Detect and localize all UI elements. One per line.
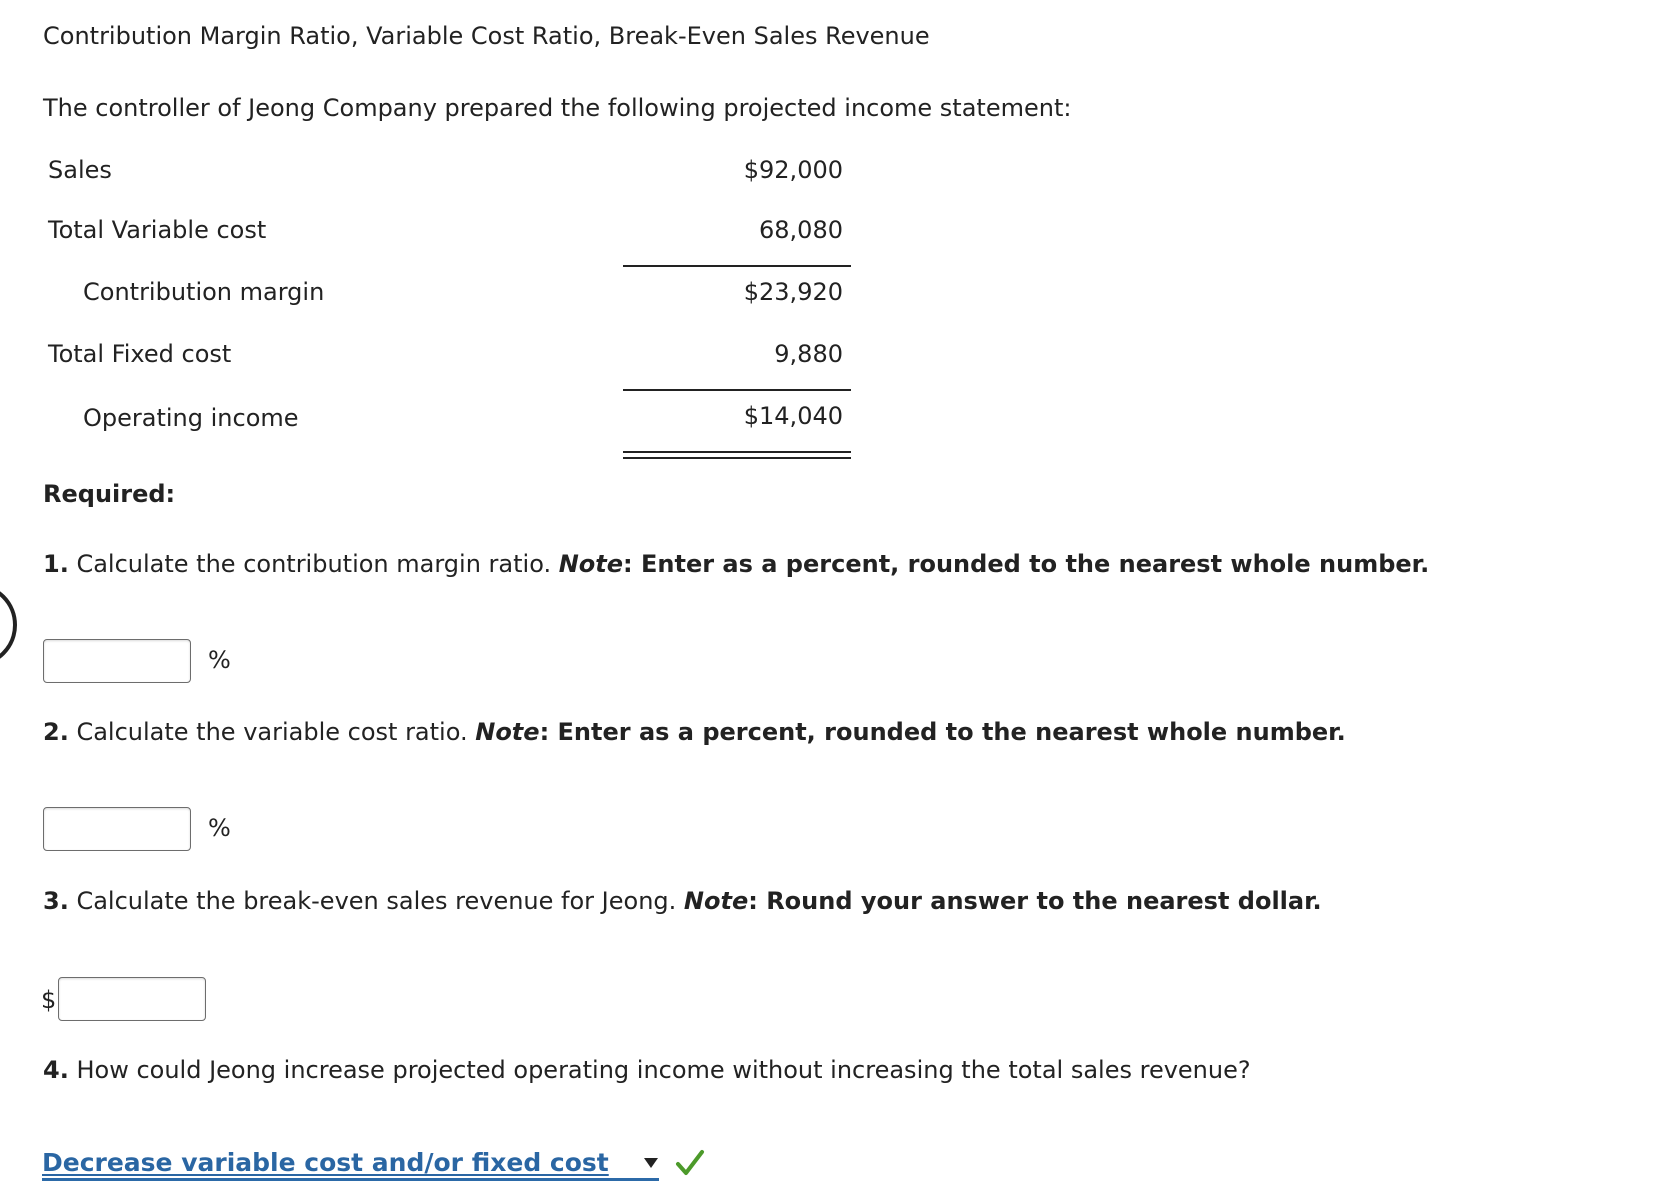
dollar-unit: $ bbox=[41, 986, 57, 1014]
note-word: Note bbox=[558, 550, 624, 578]
statement-value-variable-cost: 68,080 bbox=[759, 216, 843, 244]
statement-label-contribution-margin: Contribution margin bbox=[83, 278, 325, 306]
question-4 bbox=[43, 1056, 1251, 1084]
statement-label-sales: Sales bbox=[48, 156, 112, 184]
statement-label-operating-income: Operating income bbox=[83, 404, 299, 432]
percent-unit: % bbox=[208, 646, 231, 674]
question-text: How could Jeong increase projected operating income without increasing the total sales revenue? bbox=[68, 1056, 1251, 1084]
question-number: 1. bbox=[43, 550, 69, 578]
intro-text: The controller of Jeong Company prepared the following projected income statement: bbox=[43, 94, 1072, 122]
cm-ratio-input[interactable] bbox=[43, 639, 191, 683]
page-title: Contribution Margin Ratio, Variable Cost Ratio, Break-Even Sales Revenue bbox=[43, 22, 930, 50]
question-number: 4. bbox=[43, 1056, 69, 1084]
statement-double-rule bbox=[623, 451, 851, 459]
statement-rule bbox=[623, 265, 851, 267]
question-number: 2. bbox=[43, 718, 69, 746]
note-word: Note bbox=[475, 718, 540, 746]
question-number: 3. bbox=[43, 887, 69, 915]
note-word: Note bbox=[683, 887, 749, 915]
percent-unit: % bbox=[208, 814, 231, 842]
question-2 bbox=[43, 718, 1346, 746]
note-text: : Enter as a percent, rounded to the nearest whole number. bbox=[539, 718, 1346, 746]
required-heading: Required: bbox=[43, 480, 176, 508]
break-even-input[interactable] bbox=[58, 977, 206, 1021]
statement-value-operating-income: $14,040 bbox=[743, 402, 843, 430]
question-text: Calculate the variable cost ratio. bbox=[68, 718, 476, 746]
note-text: : Enter as a percent, rounded to the nearest whole number. bbox=[623, 550, 1430, 578]
circle-marker-icon bbox=[0, 580, 20, 670]
statement-label-variable-cost: Total Variable cost bbox=[48, 216, 267, 244]
question-1 bbox=[43, 550, 1429, 578]
dropdown-selected-value: Decrease variable cost and/or fixed cost bbox=[42, 1148, 609, 1177]
statement-value-sales: $92,000 bbox=[743, 156, 843, 184]
chevron-down-icon bbox=[643, 1157, 659, 1169]
answer-4-dropdown[interactable] bbox=[42, 1148, 659, 1181]
question-text: Calculate the contribution margin ratio. bbox=[68, 550, 559, 578]
note-text: : Round your answer to the nearest dollar. bbox=[748, 887, 1322, 915]
statement-value-fixed-cost: 9,880 bbox=[774, 340, 843, 368]
statement-label-fixed-cost: Total Fixed cost bbox=[48, 340, 232, 368]
vc-ratio-input[interactable] bbox=[43, 807, 191, 851]
question-text: Calculate the break-even sales revenue for Jeong. bbox=[68, 887, 684, 915]
checkmark-icon bbox=[675, 1149, 705, 1177]
statement-value-contribution-margin: $23,920 bbox=[743, 278, 843, 306]
statement-rule bbox=[623, 389, 851, 391]
question-3 bbox=[43, 887, 1322, 915]
